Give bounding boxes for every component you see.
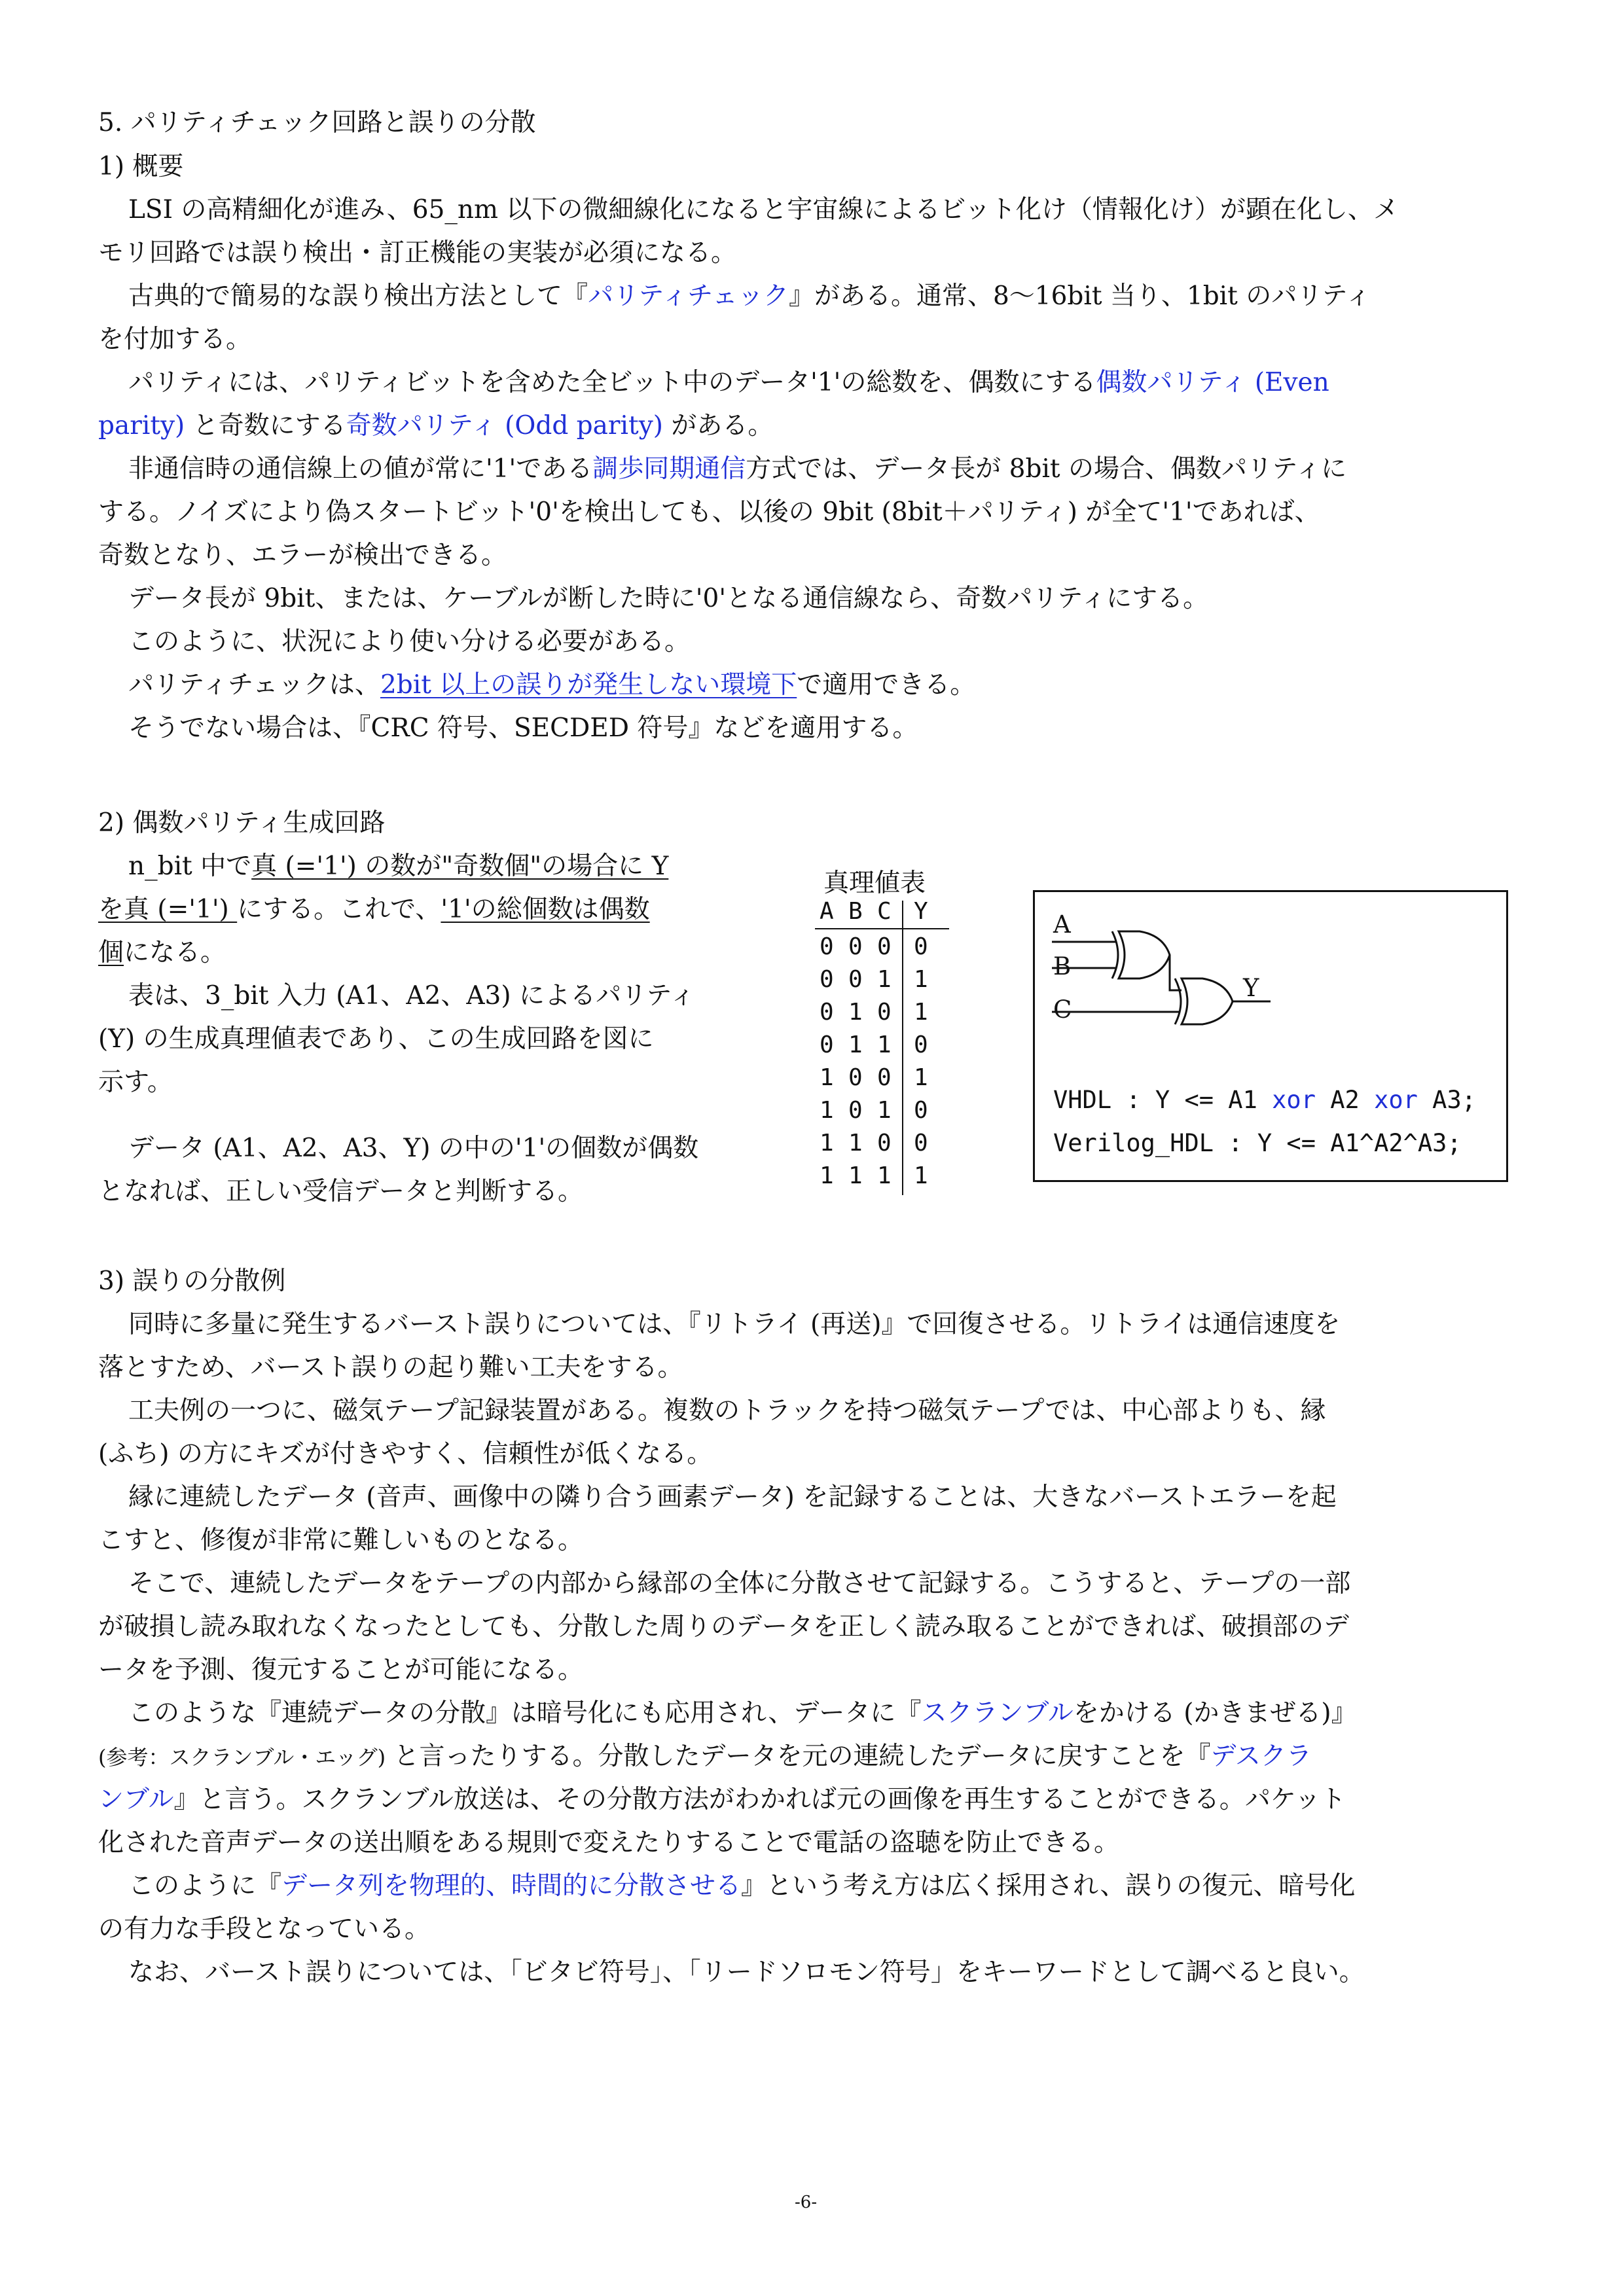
keyword-descramble-cont: ンブル (98, 1785, 174, 1814)
text: 古典的で簡易的な誤り検出方法として『 (128, 281, 588, 311)
keyword-xor: xor (1374, 1086, 1418, 1114)
text: パリティには、パリティビットを含めた全ビット中のデータ'1'の総数を、偶数にする (128, 368, 1096, 397)
truth-table-cell: 1 (877, 1031, 892, 1058)
circuit-diagram-box (1033, 890, 1508, 1182)
truth-table-row (817, 933, 948, 965)
truth-table-row (817, 1097, 948, 1129)
paragraph-line: そうでない場合は、『CRC 符号、SECDED 符号』などを適用する。 (128, 713, 918, 743)
truth-table-cell: 0 (848, 1064, 863, 1091)
header-a: A (820, 898, 834, 925)
truth-table-cell: 1 (820, 1097, 834, 1124)
subsection-title-error-distribution: 3) 誤りの分散例 (98, 1266, 286, 1296)
truth-table-cell: 0 (914, 933, 928, 960)
underlined-text: '1'の総個数は偶数 (441, 895, 650, 924)
truth-table-header-rule (815, 928, 949, 929)
truth-table-cell: 0 (848, 1097, 863, 1124)
truth-table-cell: 1 (848, 1130, 863, 1157)
paragraph-line: (Y) の生成真理値表であり、この生成回路を図に (98, 1024, 654, 1054)
truth-table-cell: 0 (914, 1031, 928, 1058)
header-c: C (877, 898, 892, 925)
reference-note: (参考：スクランブル・エッグ) (98, 1745, 386, 1770)
text: をかける (かきまぜる)』 (1073, 1698, 1357, 1728)
underlined-text: 個 (98, 938, 124, 967)
keyword-async-comm: 調歩同期通信 (592, 454, 746, 484)
paragraph-line (128, 448, 1346, 491)
keyword-odd-parity: 奇数パリティ (Odd parity) (346, 411, 663, 440)
code-text: A2 (1315, 1086, 1375, 1114)
paragraph-line (98, 404, 773, 448)
truth-table-cell: 0 (877, 999, 892, 1026)
paragraph-line (128, 1865, 1355, 1908)
paragraph-line: 落とすため、バースト誤りの起り難い工夫をする。 (98, 1353, 683, 1382)
truth-table-cell: 1 (914, 966, 928, 993)
paragraph-line: 奇数となり、エラーが検出できる。 (98, 541, 507, 570)
code-text: A3; (1417, 1086, 1477, 1114)
paragraph-line (98, 931, 226, 975)
truth-table-cell: 1 (914, 1064, 928, 1091)
paragraph-line: LSI の高精細化が進み、65_nm 以下の微細線化になると宇宙線によるビット化け（情報化け）が顕在化し、メ (128, 195, 1399, 224)
truth-table-cell: 1 (848, 1162, 863, 1189)
truth-table-row (817, 999, 948, 1031)
truth-table-cell: 0 (820, 1031, 834, 1058)
paragraph-line: 縁に連続したデータ (音声、画像中の隣り合う画素データ) を記録することは、大きなバーストエラーを起 (128, 1482, 1337, 1512)
paragraph-line: となれば、正しい受信データと判断する。 (98, 1177, 584, 1206)
truth-table-cell: 0 (848, 966, 863, 993)
keyword-parity-check: パリティチェック (588, 281, 789, 311)
truth-table-cell: 0 (820, 933, 834, 960)
input-label-c: C (1053, 996, 1072, 1024)
output-label-y: Y (1243, 974, 1259, 1002)
section-title: 5. パリティチェック回路と誤りの分散 (98, 108, 536, 137)
keyword-xor: xor (1272, 1086, 1316, 1114)
text: 』がある。通常、8～16bit 当り、1bit のパリティ (788, 281, 1371, 311)
paragraph-line: 工夫例の一つに、磁気テープ記録装置がある。複数のトラックを持つ磁気テープでは、中心部よりも、縁 (128, 1396, 1326, 1426)
text: 方式では、データ長が 8bit の場合、偶数パリティに (746, 454, 1347, 484)
paragraph-line: する。ノイズにより偽スタートビット'0'を検出しても、以後の 9bit (8bit＋パリティ) が全て'1'であれば、 (98, 497, 1320, 527)
paragraph-line: を付加する。 (98, 325, 252, 354)
wire-gate1-out (1170, 955, 1182, 990)
truth-table-cell: 0 (877, 933, 892, 960)
paragraph-line: の有力な手段となっている。 (98, 1914, 431, 1944)
text: と奇数にする (185, 411, 346, 440)
underlined-text: を真 (='1') (98, 895, 238, 924)
keyword-even-parity: 偶数パリティ (Even (1096, 368, 1329, 397)
text: になる。 (124, 938, 226, 967)
truth-table-cell: 1 (914, 1162, 928, 1189)
truth-table-cell: 1 (848, 1031, 863, 1058)
paragraph-line (128, 275, 1371, 318)
text: で適用できる。 (797, 670, 976, 700)
truth-table-row (817, 1031, 948, 1064)
paragraph-line: が破損し読み取れなくなったとしても、分散した周りのデータを正しく読み取ることができれば、破損部のデ (98, 1612, 1350, 1641)
truth-table-cell: 1 (877, 1162, 892, 1189)
paragraph-line: データ長が 9bit、または、ケーブルが断した時に'0'となる通信線なら、奇数パリティにする。 (128, 584, 1209, 613)
truth-table-row (817, 966, 948, 998)
paragraph-line: データ (A1、A2、A3、Y) の中の'1'の個数が偶数 (128, 1134, 699, 1163)
header-y: Y (914, 898, 928, 925)
truth-table-header (817, 898, 948, 929)
paragraph-line: こすと、修復が非常に難しいものとなる。 (98, 1526, 584, 1555)
paragraph-line: モリ回路では誤り検出・訂正機能の実装が必須になる。 (98, 238, 737, 268)
truth-table-cell: 0 (848, 933, 863, 960)
input-label-b: B (1053, 952, 1072, 980)
keyword-scramble: スクランブル (921, 1698, 1074, 1728)
paragraph-line (128, 664, 975, 707)
paragraph-line (128, 361, 1329, 404)
subsection-title-parity-generator: 2) 偶数パリティ生成回路 (98, 808, 386, 838)
header-b: B (848, 898, 863, 925)
paragraph-line: ータを予測、復元することが可能になる。 (98, 1655, 584, 1685)
text: 』という考え方は広く採用され、誤りの復元、暗号化 (741, 1871, 1356, 1901)
verilog-code: Verilog_HDL : Y <= A1^A2^A3; (1053, 1129, 1462, 1157)
keyword-data-distribution: データ列を物理的、時間的に分散させる (281, 1871, 742, 1901)
input-label-a: A (1053, 910, 1071, 939)
text: パリティチェックは、 (128, 670, 380, 700)
truth-table-row (817, 1162, 948, 1194)
xor-gate-2 (1175, 978, 1181, 1024)
paragraph-line (128, 1692, 1357, 1735)
vhdl-code (1053, 1086, 1476, 1114)
truth-table-cell: 0 (820, 999, 834, 1026)
underlined-text: 真 (='1') の数が"奇数個"の場合に Y (251, 852, 669, 881)
text: このように『 (128, 1871, 282, 1901)
truth-table-cell: 1 (820, 1064, 834, 1091)
code-text: VHDL : Y <= A1 (1053, 1086, 1272, 1114)
text: 非通信時の通信線上の値が常に'1'である (128, 454, 593, 484)
paragraph-line: 示す。 (98, 1067, 173, 1097)
truth-table-cell: 1 (848, 999, 863, 1026)
truth-table-cell: 0 (820, 966, 834, 993)
paragraph-line: 表は、3_bit 入力 (A1、A2、A3) によるパリティ (128, 981, 696, 1011)
xor-circuit (1035, 892, 1506, 1056)
keyword-descramble: デスクラ (1210, 1742, 1312, 1771)
paragraph-line (98, 1735, 1312, 1778)
page-number: -6- (795, 2193, 818, 2212)
paragraph-line: 同時に多量に発生するバースト誤りについては、『リトライ (再送)』で回復させる。リトライは通信速度を (128, 1310, 1341, 1339)
keyword-even-parity-cont: parity) (98, 411, 185, 440)
truth-table-cell: 0 (914, 1097, 928, 1124)
subsection-title-overview: 1) 概要 (98, 152, 184, 181)
text: がある。 (662, 411, 774, 440)
keyword-2bit-errors: 2bit 以上の誤りが発生しない環境下 (380, 670, 797, 700)
paragraph-line (98, 1778, 1346, 1821)
text: このような『連続データの分散』は暗号化にも応用され、データに『 (128, 1698, 922, 1728)
truth-table-cell: 1 (877, 966, 892, 993)
truth-table-cell: 1 (820, 1162, 834, 1189)
truth-table-cell: 1 (820, 1130, 834, 1157)
truth-table-row (817, 1130, 948, 1162)
xor-gate-1 (1112, 931, 1118, 978)
truth-table-cell: 1 (914, 999, 928, 1026)
text: にする。これで、 (237, 895, 441, 924)
text: 』と言う。スクランブル放送は、その分散方法がわかれば元の画像を再生することができる。パケット (173, 1785, 1346, 1814)
paragraph-line: そこで、連続したデータをテープの内部から縁部の全体に分散させて記録する。こうすると、テープの一部 (128, 1569, 1351, 1598)
truth-table-cell: 0 (914, 1130, 928, 1157)
paragraph-line: (ふち) の方にキズが付きやすく、信頼性が低くなる。 (98, 1439, 713, 1469)
truth-table-cell: 0 (877, 1064, 892, 1091)
text: n_bit 中で (128, 852, 252, 881)
paragraph-line (98, 888, 650, 931)
text: と言ったりする。分散したデータを元の連続したデータに戻すことを『 (386, 1742, 1211, 1771)
truth-table-cell: 0 (877, 1130, 892, 1157)
paragraph-line: 化された音声データの送出順をある規則で変えたりすることで電話の盗聴を防止できる。 (98, 1828, 1120, 1857)
paragraph-line: なお、バースト誤りについては、「ビタビ符号」、「リードソロモン符号」をキーワードとして調べると良い。 (128, 1958, 1365, 1987)
truth-table-cell: 1 (877, 1097, 892, 1124)
paragraph-line: このように、状況により使い分ける必要がある。 (128, 627, 691, 656)
truth-table-title: 真理値表 (823, 869, 926, 898)
truth-table-row (817, 1064, 948, 1096)
paragraph-line (128, 845, 668, 888)
